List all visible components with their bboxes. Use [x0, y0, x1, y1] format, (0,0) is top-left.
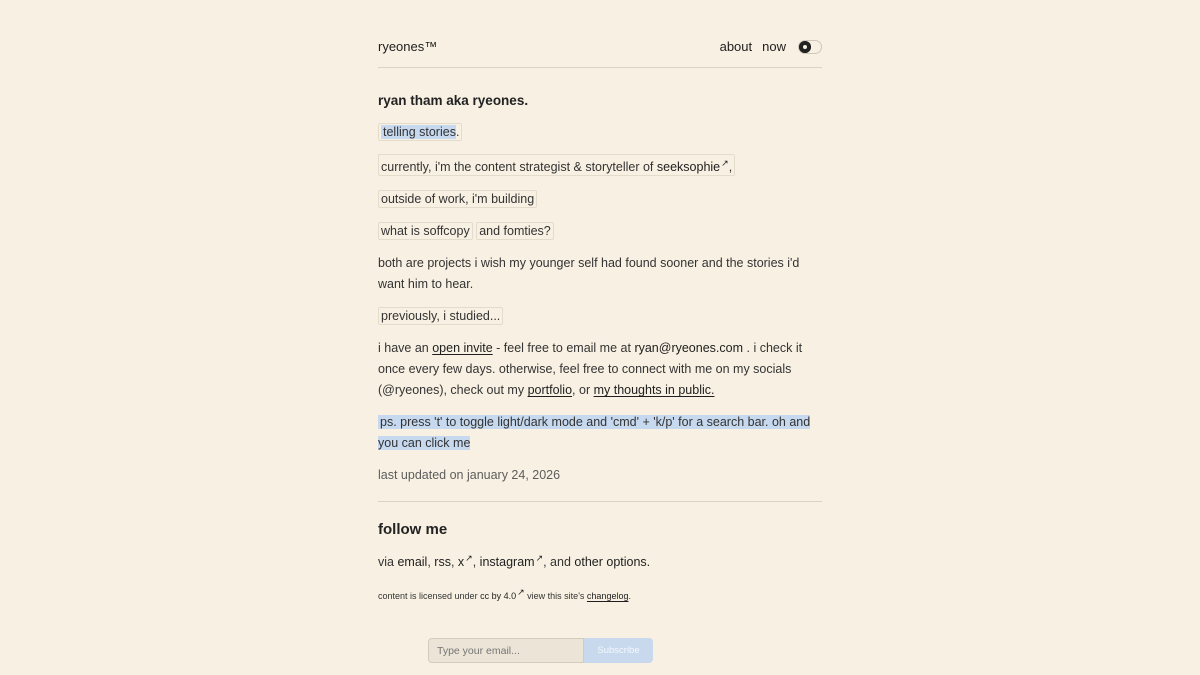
thoughts-link[interactable]: my thoughts in public.	[593, 383, 715, 398]
ps-paragraph[interactable]	[378, 412, 822, 454]
current-box[interactable]: currently, i'm the content strategist & storyteller of seeksophie↗,	[378, 154, 735, 176]
or-text: , or	[572, 383, 591, 398]
subscribe-email-input[interactable]	[428, 638, 584, 663]
site-logo[interactable]: ryeones™	[378, 39, 438, 54]
follow-heading: follow me	[378, 521, 448, 538]
and-text: , and	[543, 555, 571, 570]
invite-text-3: . i check it once every few days. otherwise, feel free to connect with me on my socials (@ryeones), check out my	[378, 341, 803, 398]
toggle-knob-icon	[799, 41, 811, 53]
site-header	[378, 37, 822, 68]
seeksophie-link[interactable]	[657, 160, 729, 174]
nav-about[interactable]: about	[719, 39, 753, 54]
cc-license-link[interactable]	[480, 587, 525, 601]
follow-rss-link[interactable]: rss	[434, 555, 451, 570]
cc-label: cc by 4.0	[480, 591, 517, 601]
divider	[378, 501, 822, 502]
nav-now[interactable]: now	[762, 39, 786, 54]
follow-x-link[interactable]	[458, 555, 473, 569]
previously-box[interactable]: previously, i studied...	[378, 307, 503, 325]
license-prefix: content is licensed under	[378, 591, 478, 601]
outside-paragraph	[378, 189, 822, 210]
license-line: content is licensed under cc by 4.0↗ view this site's changelog.	[378, 587, 631, 601]
page-title: ryan tham aka ryeones.	[378, 93, 529, 108]
portfolio-link[interactable]: portfolio	[527, 383, 573, 398]
both-paragraph: both are projects i wish my younger self had found sooner and the stories i'd want him to hear.	[378, 256, 800, 292]
license-mid: view this site's	[527, 591, 585, 601]
follow-email-link[interactable]: email	[397, 555, 428, 570]
instagram-label: instagram	[479, 555, 535, 570]
invite-text-2: - feel free to email me at	[492, 341, 631, 356]
top-nav	[720, 39, 822, 54]
fomties-box[interactable]: and fomties?	[476, 222, 554, 240]
seeksophie-label: seeksophie	[656, 160, 721, 175]
via-text: via	[378, 555, 394, 570]
outside-box[interactable]: outside of work, i'm building	[378, 190, 537, 208]
follow-links: via email, rss, x↗, instagram↗, and other options.	[378, 553, 651, 570]
telling-highlight: telling stories	[383, 125, 456, 139]
ps-highlight: ps. press 't' to toggle light/dark mode and 'cmd' + 'k/p' for a search bar. oh and you can click me	[378, 415, 811, 451]
open-invite-link[interactable]: open invite	[432, 341, 493, 356]
what-is-paragraph	[378, 221, 822, 242]
external-arrow-icon: ↗	[721, 158, 729, 168]
external-arrow-icon: ↗	[517, 587, 525, 597]
subscribe-form	[428, 638, 653, 663]
external-arrow-icon: ↗	[535, 553, 544, 563]
previously-paragraph	[378, 306, 822, 327]
current-text: currently, i'm the content strategist & storyteller of	[381, 160, 654, 175]
external-arrow-icon: ↗	[465, 553, 473, 563]
changelog-link[interactable]: changelog	[586, 591, 629, 601]
subscribe-button[interactable]: Subscribe	[584, 638, 653, 663]
other-options-link[interactable]: other options.	[574, 555, 651, 570]
soffcopy-box[interactable]: what is soffcopy	[378, 222, 473, 240]
x-label: x	[457, 555, 465, 570]
main-content	[378, 90, 822, 497]
invite-paragraph	[378, 338, 822, 401]
current-paragraph	[378, 154, 822, 178]
email-link[interactable]: ryan@ryeones.com	[634, 341, 744, 356]
telling-paragraph	[378, 122, 822, 143]
follow-instagram-link[interactable]	[480, 555, 543, 569]
last-updated: last updated on january 24, 2026	[378, 468, 561, 483]
telling-box[interactable]: telling stories.	[378, 123, 462, 141]
theme-toggle[interactable]	[798, 40, 822, 54]
invite-text-1: i have an	[378, 341, 429, 356]
